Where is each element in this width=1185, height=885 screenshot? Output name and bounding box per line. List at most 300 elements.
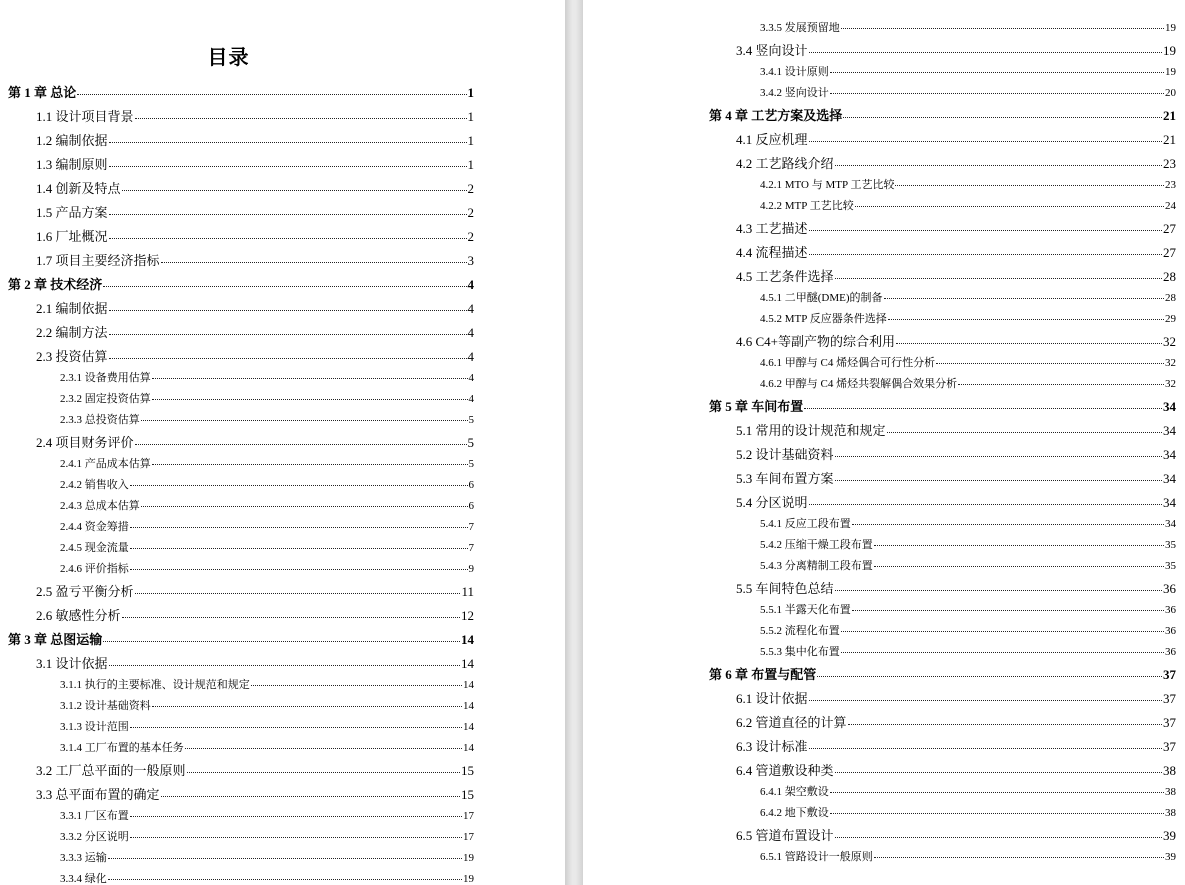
toc-entry-page-number: 4: [468, 372, 474, 384]
toc-entry[interactable]: [760, 626, 1176, 637]
toc-dot-leader: [130, 569, 468, 570]
toc-entry-title: 2.5 盈亏平衡分析: [36, 584, 134, 599]
toc-entry-page-number: 23: [1165, 179, 1176, 191]
toc-entry[interactable]: [736, 829, 1176, 842]
toc-entry-title: 2.4 项目财务评价: [36, 435, 134, 450]
toc-entry-title: 第 6 章 布置与配管: [709, 667, 817, 682]
toc-entry-title: 1.2 编制依据: [36, 133, 108, 148]
toc-entry-title: 6.3 设计标准: [736, 739, 808, 754]
toc-entry[interactable]: [736, 740, 1176, 753]
toc-dot-leader: [835, 837, 1162, 838]
toc-entry-page-number: 36: [1163, 581, 1176, 596]
toc-entry[interactable]: [60, 373, 474, 384]
toc-entry-title: 3.3.1 厂区布置: [60, 810, 129, 822]
toc-entry-page-number: 14: [461, 632, 474, 647]
toc-entry-page-number: 1: [467, 85, 474, 100]
toc-dot-leader: [135, 593, 461, 594]
toc-entry[interactable]: [760, 201, 1176, 212]
toc-entry-page-number: 23: [1163, 156, 1176, 171]
toc-entry-title: 4.4 流程描述: [736, 245, 808, 260]
toc-entry-page-number: 5: [467, 435, 474, 450]
toc-entry[interactable]: [60, 874, 474, 885]
toc-dot-leader: [135, 118, 467, 119]
toc-entry[interactable]: [736, 716, 1176, 729]
toc-entry-title: 2.4.1 产品成本估算: [60, 458, 151, 470]
toc-dot-leader: [152, 399, 468, 400]
toc-entry[interactable]: [736, 246, 1176, 259]
toc-entry-title: 6.4.2 地下敷设: [760, 807, 829, 819]
toc-entry-page-number: 34: [1163, 495, 1176, 510]
toc-entry-page-number: 3: [467, 253, 474, 268]
toc-dot-leader: [841, 652, 1164, 653]
toc-entry-page-number: 27: [1163, 245, 1176, 260]
toc-dot-leader: [884, 298, 1164, 299]
toc-dot-leader: [835, 772, 1162, 773]
toc-entry[interactable]: [60, 480, 474, 491]
toc-dot-leader: [103, 641, 460, 642]
toc-entry[interactable]: [736, 448, 1176, 461]
toc-dot-leader: [130, 527, 468, 528]
toc-entry-page-number: 38: [1163, 763, 1176, 778]
toc-entry-title: 2.1 编制依据: [36, 301, 108, 316]
toc-dot-leader: [809, 52, 1162, 53]
toc-entry[interactable]: [36, 350, 474, 363]
toc-dot-leader: [835, 165, 1162, 166]
toc-entry[interactable]: [60, 459, 474, 470]
toc-entry-page-number: 14: [463, 742, 474, 754]
toc-entry-title: 4.2.1 MTO 与 MTP 工艺比较: [760, 179, 895, 191]
toc-entry-title: 2.6 敏感性分析: [36, 608, 121, 623]
toc-entry[interactable]: [736, 270, 1176, 283]
toc-entry-page-number: 29: [1165, 313, 1176, 325]
toc-dot-leader: [874, 545, 1164, 546]
toc-dot-leader: [109, 238, 467, 239]
toc-entry-page-number: 17: [463, 831, 474, 843]
toc-entry-page-number: 1: [467, 133, 474, 148]
toc-entry-page-number: 14: [463, 721, 474, 733]
toc-entry[interactable]: [736, 496, 1176, 509]
toc-entry-title: 4.1 反应机理: [736, 132, 808, 147]
toc-entry[interactable]: [709, 668, 1176, 681]
toc-entry-page-number: 37: [1163, 739, 1176, 754]
toc-entry-page-number: 37: [1163, 715, 1176, 730]
toc-dot-leader: [130, 485, 468, 486]
toc-dot-leader: [887, 432, 1162, 433]
toc-entry[interactable]: [36, 158, 474, 171]
toc-dot-leader: [804, 408, 1162, 409]
toc-dot-leader: [109, 665, 460, 666]
toc-page-left: [0, 0, 565, 885]
toc-entry-page-number: 19: [463, 873, 474, 885]
toc-entry[interactable]: [36, 326, 474, 339]
toc-entry-title: 1.6 厂址概况: [36, 229, 108, 244]
toc-entry-title: 4.6 C4+等副产物的综合利用: [736, 334, 896, 349]
toc-entry[interactable]: [60, 680, 474, 691]
toc-entry-page-number: 34: [1163, 423, 1176, 438]
toc-entry-title: 5.1 常用的设计规范和规定: [736, 423, 886, 438]
toc-dot-leader: [809, 504, 1162, 505]
toc-entry-page-number: 15: [461, 763, 474, 778]
toc-entry-title: 2.4.2 销售收入: [60, 479, 129, 491]
toc-entry-page-number: 19: [1165, 22, 1176, 34]
toc-entry-page-number: 19: [463, 852, 474, 864]
toc-dot-leader: [835, 278, 1162, 279]
toc-dot-leader: [141, 506, 468, 507]
toc-entry-title: 3.4.1 设计原则: [760, 66, 829, 78]
toc-entry-page-number: 6: [468, 479, 474, 491]
toc-entry[interactable]: [36, 254, 474, 267]
toc-entry[interactable]: [736, 44, 1176, 57]
toc-entry-title: 5.4.1 反应工段布置: [760, 518, 851, 530]
toc-entry-title: 3.3.4 绿化: [60, 873, 107, 885]
toc-dot-leader: [809, 254, 1162, 255]
toc-entry-title: 5.4 分区说明: [736, 495, 808, 510]
toc-dot-leader: [809, 748, 1162, 749]
toc-entry[interactable]: [60, 701, 474, 712]
toc-entry-page-number: 9: [468, 563, 474, 575]
toc-entry-page-number: 20: [1165, 87, 1176, 99]
toc-dot-leader: [896, 343, 1162, 344]
toc-dot-leader: [852, 610, 1164, 611]
toc-dot-leader: [77, 94, 466, 95]
toc-entry-title: 5.4.3 分离精制工段布置: [760, 560, 873, 572]
toc-entry-page-number: 37: [1163, 667, 1176, 682]
toc-dot-leader: [130, 837, 462, 838]
toc-entry[interactable]: [760, 561, 1176, 572]
toc-entry-title: 2.3.3 总投资估算: [60, 414, 140, 426]
toc-entry[interactable]: [760, 23, 1176, 34]
toc-dot-leader: [874, 566, 1164, 567]
toc-entry-page-number: 32: [1165, 378, 1176, 390]
toc-dot-leader: [152, 378, 468, 379]
toc-entry-title: 5.4.2 压缩干燥工段布置: [760, 539, 873, 551]
toc-entry[interactable]: [760, 540, 1176, 551]
toc-entry[interactable]: [36, 788, 474, 801]
toc-entry[interactable]: [736, 157, 1176, 170]
toc-entry-page-number: 19: [1163, 43, 1176, 58]
toc-entry[interactable]: [736, 764, 1176, 777]
toc-entry[interactable]: [760, 88, 1176, 99]
toc-entry-page-number: 17: [463, 810, 474, 822]
toc-entry-title: 3.1 设计依据: [36, 656, 108, 671]
toc-dot-leader: [835, 456, 1162, 457]
toc-entry[interactable]: [36, 110, 474, 123]
toc-entry-page-number: 27: [1163, 221, 1176, 236]
toc-dot-leader: [109, 166, 467, 167]
toc-entry[interactable]: [736, 222, 1176, 235]
toc-dot-leader: [809, 141, 1162, 142]
toc-dot-leader: [103, 286, 466, 287]
toc-dot-leader: [843, 117, 1162, 118]
toc-entry[interactable]: [60, 564, 474, 575]
toc-entry-page-number: 5: [468, 414, 474, 426]
toc-entry-title: 3.1.1 执行的主要标准、设计规范和规定: [60, 679, 250, 691]
toc-entry-title: 5.5 车间特色总结: [736, 581, 834, 596]
toc-entry[interactable]: [60, 543, 474, 554]
toc-entry-title: 2.4.3 总成本估算: [60, 500, 140, 512]
toc-dot-leader: [809, 230, 1162, 231]
toc-entry[interactable]: [760, 808, 1176, 819]
toc-entry-title: 3.3.5 发展预留地: [760, 22, 840, 34]
toc-dot-leader: [161, 262, 467, 263]
toc-entry-page-number: 12: [461, 608, 474, 623]
toc-dot-leader: [830, 792, 1164, 793]
toc-entry[interactable]: [760, 358, 1176, 369]
toc-entry-page-number: 14: [463, 679, 474, 691]
toc-dot-leader: [152, 706, 462, 707]
toc-entry-page-number: 1: [467, 109, 474, 124]
toc-entry-page-number: 21: [1163, 108, 1176, 123]
toc-entry[interactable]: [36, 134, 474, 147]
toc-entry-title: 5.2 设计基础资料: [736, 447, 834, 462]
toc-entry-page-number: 39: [1163, 828, 1176, 843]
toc-entry-page-number: 19: [1165, 66, 1176, 78]
toc-entry-title: 6.5.1 管路设计一般原则: [760, 851, 873, 863]
toc-entry-page-number: 28: [1163, 269, 1176, 284]
toc-entry[interactable]: [60, 722, 474, 733]
toc-entry-page-number: 5: [468, 458, 474, 470]
toc-entry-page-number: 14: [461, 656, 474, 671]
toc-dot-leader: [187, 772, 460, 773]
toc-entry-title: 6.1 设计依据: [736, 691, 808, 706]
toc-entry[interactable]: [760, 852, 1176, 863]
toc-entry-title: 3.3 总平面布置的确定: [36, 787, 160, 802]
toc-entry-page-number: 1: [467, 157, 474, 172]
toc-dot-leader: [109, 142, 467, 143]
toc-entry-title: 5.5.3 集中化布置: [760, 646, 840, 658]
toc-entry-title: 5.5.2 流程化布置: [760, 625, 840, 637]
toc-entry-page-number: 24: [1165, 200, 1176, 212]
toc-entry-title: 3.1.4 工厂布置的基本任务: [60, 742, 184, 754]
toc-dot-leader: [888, 319, 1164, 320]
toc-entry[interactable]: [736, 692, 1176, 705]
toc-entry-page-number: 7: [468, 542, 474, 554]
toc-entry-page-number: 7: [468, 521, 474, 533]
toc-dot-leader: [830, 93, 1164, 94]
toc-dot-leader: [130, 816, 462, 817]
toc-dot-leader: [251, 685, 462, 686]
toc-entry-title: 5.5.1 半露天化布置: [760, 604, 851, 616]
toc-entry-page-number: 4: [467, 349, 474, 364]
toc-dot-leader: [130, 548, 468, 549]
toc-entry-page-number: 2: [467, 205, 474, 220]
toc-entry[interactable]: [760, 519, 1176, 530]
toc-entry-title: 4.3 工艺描述: [736, 221, 808, 236]
toc-entry-page-number: 28: [1165, 292, 1176, 304]
toc-entry-title: 第 5 章 车间布置: [709, 399, 804, 414]
toc-dot-leader: [122, 617, 460, 618]
toc-entry-page-number: 37: [1163, 691, 1176, 706]
toc-entry-title: 2.3 投资估算: [36, 349, 108, 364]
toc-entry[interactable]: [760, 67, 1176, 78]
page-gutter: [565, 0, 583, 885]
toc-entry[interactable]: [60, 415, 474, 426]
toc-dot-leader: [109, 358, 467, 359]
toc-entry-title: 4.5.1 二甲醚(DME)的制备: [760, 292, 883, 304]
toc-entry[interactable]: [60, 811, 474, 822]
toc-entry-page-number: 4: [467, 277, 474, 292]
toc-entry-page-number: 21: [1163, 132, 1176, 147]
toc-entry[interactable]: [36, 609, 474, 622]
toc-entry-title: 4.2.2 MTP 工艺比较: [760, 200, 854, 212]
toc-entry[interactable]: [60, 394, 474, 405]
toc-entry[interactable]: [736, 335, 1176, 348]
toc-dot-leader: [835, 480, 1162, 481]
toc-entry-title: 4.6.2 甲醇与 C4 烯烃共裂解偶合效果分析: [760, 378, 958, 390]
toc-entry-title: 1.4 创新及特点: [36, 181, 121, 196]
toc-entry[interactable]: [709, 109, 1176, 122]
toc-dot-leader: [135, 444, 467, 445]
toc-entry-title: 6.4.1 架空敷设: [760, 786, 829, 798]
toc-entry[interactable]: [36, 230, 474, 243]
toc-dot-leader: [874, 857, 1164, 858]
toc-entry-title: 2.3.1 设备费用估算: [60, 372, 151, 384]
toc-entry-page-number: 2: [467, 181, 474, 196]
toc-entry-page-number: 39: [1165, 851, 1176, 863]
toc-entry[interactable]: [36, 657, 474, 670]
toc-entry-page-number: 35: [1165, 539, 1176, 551]
toc-entry-title: 3.2 工厂总平面的一般原则: [36, 763, 186, 778]
toc-title: 目录: [207, 45, 250, 69]
toc-entry-page-number: 14: [463, 700, 474, 712]
toc-entry-title: 2.4.6 评价指标: [60, 563, 129, 575]
toc-entry[interactable]: [736, 424, 1176, 437]
toc-entry-title: 6.4 管道敷设种类: [736, 763, 834, 778]
toc-dot-leader: [841, 631, 1164, 632]
toc-entry-title: 3.1.2 设计基础资料: [60, 700, 151, 712]
toc-entry-title: 5.3 车间布置方案: [736, 471, 834, 486]
toc-entry-title: 第 2 章 技术经济: [8, 277, 103, 292]
toc-entry[interactable]: [60, 501, 474, 512]
toc-dot-leader: [848, 724, 1162, 725]
toc-dot-leader: [852, 524, 1164, 525]
toc-entry-page-number: 36: [1165, 604, 1176, 616]
toc-entry-title: 第 4 章 工艺方案及选择: [709, 108, 843, 123]
toc-entry-page-number: 11: [461, 584, 474, 599]
toc-entry[interactable]: [736, 133, 1176, 146]
toc-entry-page-number: 36: [1165, 625, 1176, 637]
toc-dot-leader: [122, 190, 467, 191]
toc-entry-title: 2.4.4 资金筹措: [60, 521, 129, 533]
toc-entry[interactable]: [736, 472, 1176, 485]
toc-entry[interactable]: [36, 585, 474, 598]
toc-entry-title: 2.4.5 现金流量: [60, 542, 129, 554]
toc-dot-leader: [141, 420, 468, 421]
toc-entry[interactable]: [760, 180, 1176, 191]
toc-entry-title: 4.5.2 MTP 反应器条件选择: [760, 313, 887, 325]
toc-entry-page-number: 32: [1163, 334, 1176, 349]
toc-entry[interactable]: [8, 633, 474, 646]
toc-dot-leader: [108, 879, 462, 880]
toc-entry-title: 6.5 管道布置设计: [736, 828, 834, 843]
toc-entry[interactable]: [736, 582, 1176, 595]
toc-dot-leader: [161, 796, 460, 797]
toc-dot-leader: [855, 206, 1164, 207]
toc-entry-title: 4.2 工艺路线介绍: [736, 156, 834, 171]
toc-dot-leader: [936, 363, 1164, 364]
toc-dot-leader: [109, 214, 467, 215]
toc-dot-leader: [958, 384, 1164, 385]
toc-dot-leader: [830, 813, 1164, 814]
toc-entry-page-number: 34: [1163, 399, 1176, 414]
toc-entry[interactable]: [8, 278, 474, 291]
toc-entry-title: 3.4.2 竖向设计: [760, 87, 829, 99]
toc-dot-leader: [109, 310, 467, 311]
toc-dot-leader: [830, 72, 1164, 73]
toc-dot-leader: [841, 28, 1164, 29]
toc-entry[interactable]: [709, 400, 1176, 413]
toc-dot-leader: [185, 748, 462, 749]
toc-dot-leader: [895, 185, 1164, 186]
toc-entry[interactable]: [760, 647, 1176, 658]
toc-entry-title: 3.4 竖向设计: [736, 43, 808, 58]
toc-entry-title: 3.3.2 分区说明: [60, 831, 129, 843]
toc-dot-leader: [109, 334, 467, 335]
toc-entry[interactable]: [760, 379, 1176, 390]
toc-dot-leader: [152, 464, 468, 465]
toc-entry-page-number: 38: [1165, 807, 1176, 819]
toc-entry-title: 4.6.1 甲醇与 C4 烯烃偶合可行性分析: [760, 357, 936, 369]
toc-entry[interactable]: [36, 764, 474, 777]
toc-entry[interactable]: [60, 743, 474, 754]
toc-entry[interactable]: [60, 832, 474, 843]
toc-entry-page-number: 6: [468, 500, 474, 512]
toc-entry-title: 3.3.3 运输: [60, 852, 107, 864]
toc-dot-leader: [817, 676, 1162, 677]
toc-entry-title: 1.7 项目主要经济指标: [36, 253, 160, 268]
toc-entry-page-number: 4: [468, 393, 474, 405]
toc-entry[interactable]: [760, 787, 1176, 798]
toc-entry[interactable]: [760, 605, 1176, 616]
toc-entry-title: 1.5 产品方案: [36, 205, 108, 220]
toc-entry[interactable]: [36, 436, 474, 449]
toc-entry-title: 2.2 编制方法: [36, 325, 108, 340]
toc-entry-page-number: 2: [467, 229, 474, 244]
toc-entry-page-number: 4: [467, 301, 474, 316]
toc-entry[interactable]: [8, 86, 474, 99]
toc-entry-page-number: 36: [1165, 646, 1176, 658]
toc-dot-leader: [130, 727, 462, 728]
toc-entry-page-number: 4: [467, 325, 474, 340]
toc-entry[interactable]: [36, 182, 474, 195]
toc-entry-page-number: 34: [1163, 471, 1176, 486]
toc-entry-page-number: 34: [1165, 518, 1176, 530]
toc-entry[interactable]: [60, 522, 474, 533]
toc-entry-title: 2.3.2 固定投资估算: [60, 393, 151, 405]
toc-entry[interactable]: [760, 314, 1176, 325]
toc-entry-page-number: 38: [1165, 786, 1176, 798]
toc-dot-leader: [809, 700, 1162, 701]
toc-entry-title: 6.2 管道直径的计算: [736, 715, 847, 730]
toc-entry-page-number: 32: [1165, 357, 1176, 369]
toc-entry[interactable]: [60, 853, 474, 864]
toc-dot-leader: [835, 590, 1162, 591]
toc-entry-title: 3.1.3 设计范围: [60, 721, 129, 733]
toc-entry-title: 1.3 编制原则: [36, 157, 108, 172]
toc-dot-leader: [108, 858, 462, 859]
toc-entry[interactable]: [760, 293, 1176, 304]
toc-entry[interactable]: [36, 206, 474, 219]
toc-entry-page-number: 34: [1163, 447, 1176, 462]
toc-page-right: [583, 0, 1185, 885]
toc-entry[interactable]: [36, 302, 474, 315]
toc-entry-title: 第 1 章 总论: [8, 85, 77, 100]
toc-entry-title: 第 3 章 总图运输: [8, 632, 103, 647]
toc-entry-title: 4.5 工艺条件选择: [736, 269, 834, 284]
toc-entry-title: 1.1 设计项目背景: [36, 109, 134, 124]
toc-entry-page-number: 35: [1165, 560, 1176, 572]
toc-entry-page-number: 15: [461, 787, 474, 802]
